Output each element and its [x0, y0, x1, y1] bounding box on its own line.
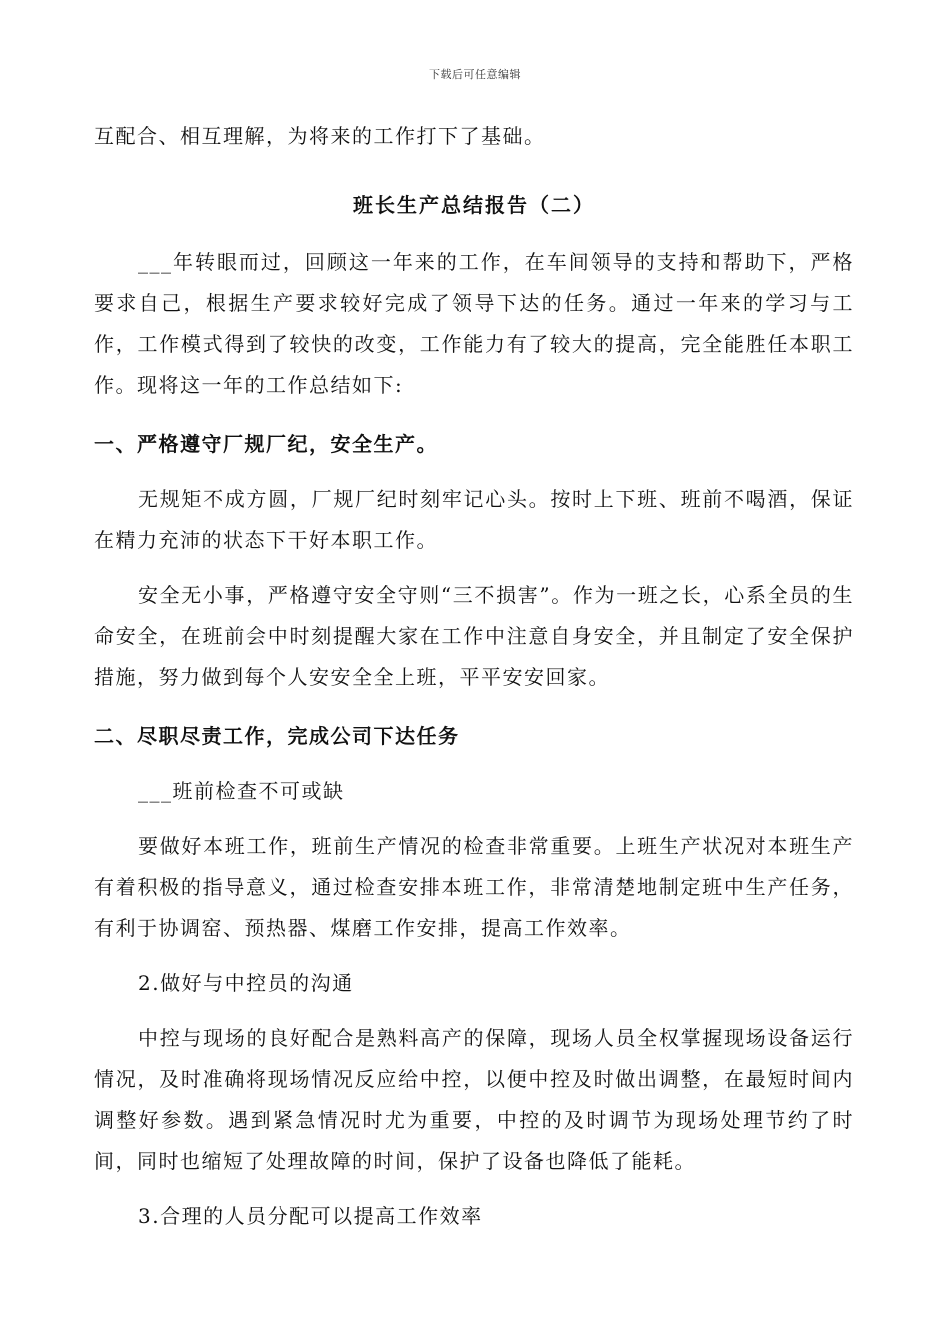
item-1-paragraph: 要做好本班工作，班前生产情况的检查非常重要。上班生产状况对本班生产有着积极的指导意义，通过检查安排本班工作，非常清楚地制定班中生产任务，有利于协调窑、预热器、煤磨工作安排，提高工作效率。 [94, 834, 854, 940]
section-1-paragraph-2: 安全无小事，严格遵守安全守则“三不损害”。作为一班之长，心系全员的生命安全，在班前会中时刻提醒大家在工作中注意自身安全，并且制定了安全保护措施，努力做到每个人安安全全上班，平平安安回家。 [94, 583, 854, 689]
section-1-paragraph-1: 无规矩不成方圆，厂规厂纪时刻牢记心头。按时上下班、班前不喝酒，保证在精力充沛的状态下干好本职工作。 [94, 487, 854, 552]
section-1-heading: 一、严格遵守厂规厂纪，安全生产。 [94, 432, 438, 456]
report-title: 班长生产总结报告（二） [353, 193, 595, 217]
item-1-title: ___班前检查不可或缺 [138, 779, 345, 803]
section-2-heading: 二、尽职尽责工作，完成公司下达任务 [94, 724, 460, 748]
document-body [94, 116, 854, 1237]
item-2-paragraph: 中控与现场的良好配合是熟料高产的保障，现场人员全权掌握现场设备运行情况，及时准确将现场情况反应给中控，以便中控及时做出调整，在最短时间内调整好参数。遇到紧急情况时尤为重要，中控的及时调节为现场处理节约了时间，同时也缩短了处理故障的时间，保护了设备也降低了能耗。 [94, 1026, 854, 1173]
continuation-paragraph: 互配合、相互理解，为将来的工作打下了基础。 [94, 124, 546, 148]
page-header: 下载后可任意编辑 [429, 68, 521, 81]
item-2-title: 2.做好与中控员的沟通 [138, 971, 354, 995]
intro-paragraph: ___年转眼而过，回顾这一年来的工作，在车间领导的支持和帮助下，严格要求自己，根据生产要求较好完成了领导下达的任务。通过一年来的学习与工作，工作模式得到了较快的改变，工作能力有了较大的提高，完全能胜任本职工作。现将这一年的工作总结如下: [94, 250, 854, 397]
item-3-title: 3.合理的人员分配可以提高工作效率 [138, 1204, 483, 1228]
